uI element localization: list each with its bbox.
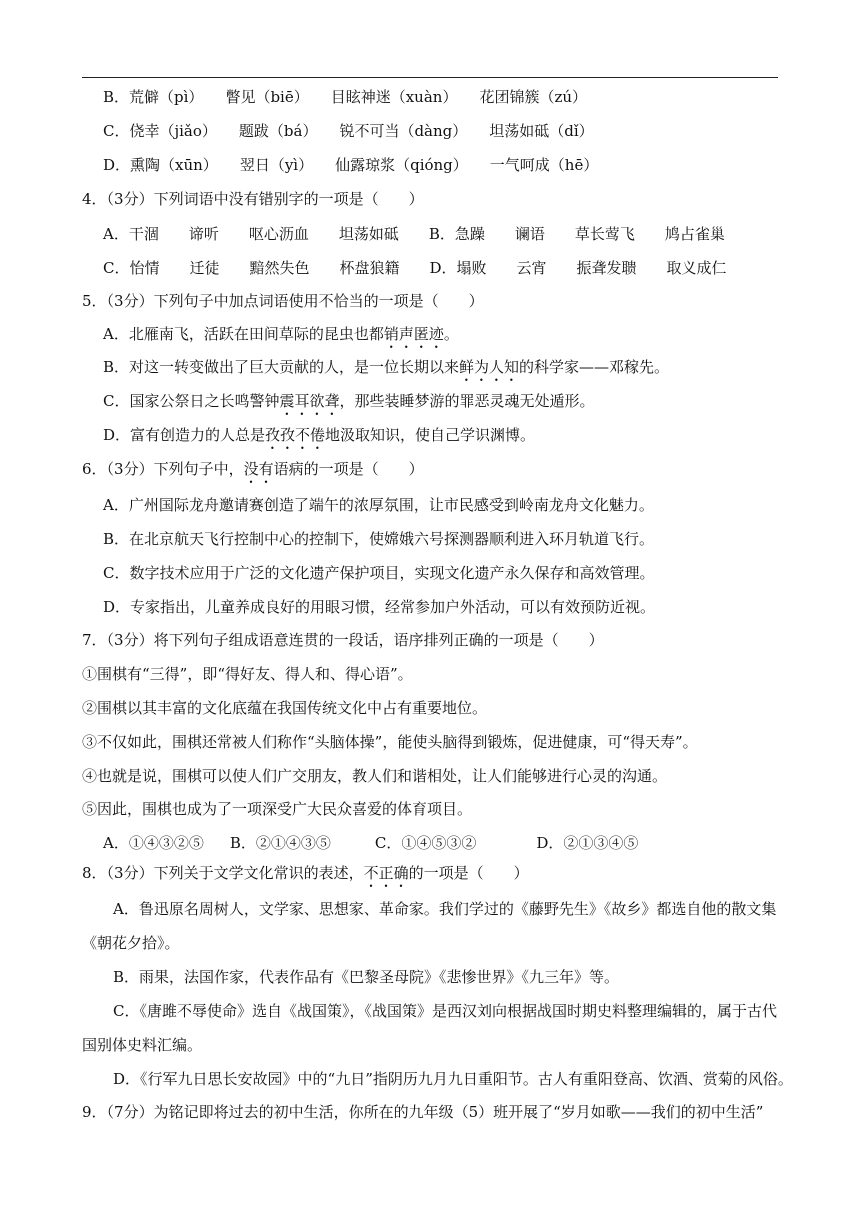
q3-option-d [103,155,598,175]
header-rule [82,77,778,78]
q5-stem: 5．（3分）下列句子中加点词语使用不恰当的一项是（ ） [82,292,484,310]
q5-option-d: D．富有创造力的人总是孜孜不倦地汲取知识，使自己学识渊博。 [103,426,536,444]
q3-b-item-2: 瞥见（biē） [225,88,309,106]
q7-sentence-1: ①围棋有“三得”，即“得好友、得人和、得心语”。 [82,665,413,683]
q6-option-d: D．专家指出，儿童养成良好的用眼习惯，经常参加户外活动，可以有效预防近视。 [103,598,656,616]
q8-option-a-line1: A．鲁迅原名周树人，文学家、思想家、革命家。我们学过的《藤野先生》《故乡》都选自他的散文集 [113,900,777,918]
q7-stem: 7．（3分）将下列句子组成语意连贯的一段话，语序排列正确的一项是（ ） [82,631,604,649]
q8-stem: 8．（3分）下列关于文学文化常识的表述，不正确的一项是（ ） [82,864,529,882]
q7-option-b: B．②①④③⑤ [229,834,331,852]
q3-c-item-1: C．侥幸（jiǎo） [103,122,217,140]
q3-c-item-2: 题跋（bá） [238,122,318,140]
q3-c-item-3: 锐不可当（dàng） [339,122,468,140]
dotted-word: 没有 [243,460,274,478]
q8-option-a-line2: 《朝花夕拾》。 [82,934,180,952]
q7-sentence-4: ④也就是说，围棋可以使人们广交朋友，教人们和谐相处，让人们能够进行心灵的沟通。 [82,767,668,785]
q6-option-a: A．广州国际龙舟邀请赛创造了端午的浓厚氛围，让市民感受到岭南龙舟文化魅力。 [103,496,654,514]
q8-option-d: D．《行军九日思长安故园》中的“九日”指阴历九月九日重阳节。古人有重阳登高、饮酒、赏菊的风俗。 [113,1070,793,1088]
q8-option-b: B．雨果，法国作家，代表作品有《巴黎圣母院》《悲惨世界》《九三年》等。 [113,968,620,986]
q3-b-item-1: B．荒僻（pì） [103,88,204,106]
dotted-phrase: 鲜为人知 [459,358,520,376]
dotted-phrase: 震耳欲聋 [279,392,340,410]
q3-d-item-3: 仙露琼浆（qióng） [335,156,468,174]
dotted-word: 不正确 [363,864,409,882]
q4-options-cd: C．怡情 迁徒 黯然失色 杯盘狼籍 D．塌败 云宵 振聋发聩 取义成仁 [103,259,727,277]
q3-d-item-4: 一气呵成（hē） [489,156,599,174]
dotted-phrase: 孜孜不倦 [265,426,326,444]
q3-option-c [103,121,594,141]
q7-sentence-3: ③不仅如此，围棋还常被人们称作“头脑体操”，能使头脑得到锻炼，促进健康，可“得天寿”。 [82,733,698,751]
q9-stem: 9．（7分）为铭记即将过去的初中生活，你所在的九年级（5）班开展了“岁月如歌——我们的初中生活” [82,1103,764,1121]
q6-stem: 6．（3分）下列句子中，没有语病的一项是（ ） [82,460,424,478]
q8-option-c-line2: 国别体史料汇编。 [82,1036,203,1054]
q4-options-ab: A．干涸 谛听 呕心沥血 坦荡如砥 B．急躁 谰语 草长莺飞 鸠占雀巢 [103,225,725,243]
q3-d-item-1: D．熏陶（xūn） [103,156,218,174]
q7-sentence-2: ②围棋以其丰富的文化底蕴在我国传统文化中占有重要地位。 [82,699,488,717]
q3-c-item-4: 坦荡如砥（dǐ） [489,122,594,140]
q3-option-b [103,87,587,107]
q7-options [103,833,638,853]
q5-option-a: A．北雁南飞，活跃在田间草际的昆虫也都销声匿迹。 [103,325,459,343]
q7-option-d: D．②①③④⑤ [536,834,639,852]
q3-b-item-3: 目眩神迷（xuàn） [330,88,458,106]
q4-stem: 4．（3分）下列词语中没有错别字的一项是（ ） [82,190,424,208]
q7-sentence-5: ⑤因此，围棋也成为了一项深受广大民众喜爱的体育项目。 [82,800,473,818]
q3-d-item-2: 翌日（yì） [239,156,314,174]
q7-option-c: C．①④⑤③② [374,834,477,852]
q8-option-c-line1: C．《唐雎不辱使命》选自《战国策》，《战国策》是西汉刘向根据战国时期史料整理编辑的，属于古代 [113,1002,777,1020]
q5-option-c: C．国家公祭日之长鸣警钟震耳欲聋，那些装睡梦游的罪恶灵魂无处遁形。 [103,392,595,410]
dotted-phrase: 销声匿迹 [383,325,444,343]
q7-option-a: A．①④③②⑤ [103,834,204,852]
q5-option-b: B．对这一转变做出了巨大贡献的人，是一位长期以来鲜为人知的科学家——邓稼先。 [103,358,670,376]
q3-b-item-4: 花团锦簇（zú） [479,88,588,106]
q6-option-c: C．数字技术应用于广泛的文化遗产保护项目，实现文化遗产永久保存和高效管理。 [103,564,655,582]
q6-option-b: B．在北京航天飞行控制中心的控制下，使嫦娥六号探测器顺利进入环月轨道飞行。 [103,530,655,548]
